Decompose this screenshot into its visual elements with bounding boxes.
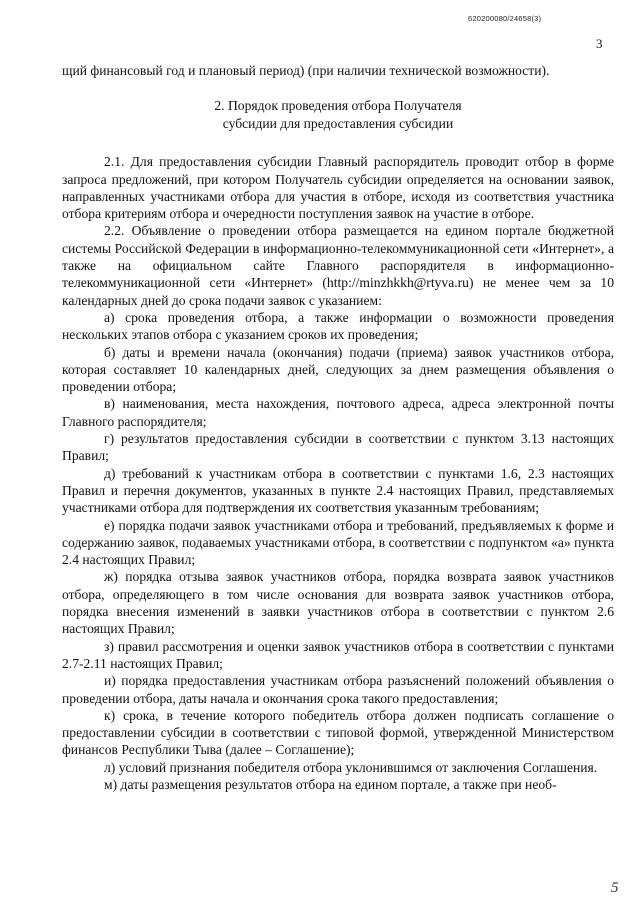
list-item-e: е) порядка подачи заявок участниками отбора и требований, предъявляемых к форме и содержанию заявок, подаваемых участниками отбора, в соответствии с подпунктом «а» пункта 2.4 настоящих Правил; bbox=[62, 517, 614, 568]
list-item-i: и) порядка предоставления участникам отбора разъяснений положений объявления о проведении отбора, даты начала и окончания срока такого предоставления; bbox=[62, 673, 614, 706]
list-item-a: а) срока проведения отбора, а также информации о возможности проведения нескольких этапов отбора с указанием сроков их проведения; bbox=[62, 309, 614, 343]
list-item-l: л) условий признания победителя отбора уклонившимся от заключения Соглашения. bbox=[104, 759, 598, 775]
intro-line: щий финансовый год и плановый период) (при наличии технической возможности). bbox=[62, 63, 550, 78]
document-body bbox=[62, 62, 614, 793]
list-item-g: г) результатов предоставления субсидии в соответствии с пунктом 3.13 настоящих Правил; bbox=[62, 431, 614, 464]
handwritten-page-mark: 5 bbox=[611, 880, 619, 896]
section-title-line-2: субсидии для предоставления субсидии bbox=[222, 116, 454, 132]
list-item-b: б) даты и времени начала (окончания) подачи (приема) заявок участников отбора, которая составляет 10 календарных дней, следующих за днем размещения объявления о проведении отбора; bbox=[62, 344, 614, 395]
page-number: 3 bbox=[596, 36, 603, 51]
list-item-d: д) требований к участникам отбора в соответствии с пунктами 1.6, 2.3 настоящих Правил и перечня документов, указанных в пункте 2.4 настоящих Правил, представляемых участниками отбора для подтверждения их соответствия указанным требованиям; bbox=[62, 465, 614, 516]
paragraph-2-1: 2.1. Для предоставления субсидии Главный распорядитель проводит отбор в форме запроса предложений, при котором Получатель субсидии определяется на основании заявок, направленных участниками отбора для участия в отборе, исходя из соответствия участника отбора критериям отбора и очередности поступления заявок на участие в отборе. bbox=[62, 154, 614, 222]
section-heading bbox=[62, 97, 614, 133]
list-item-k: к) срока, в течение которого победитель отбора должен подписать соглашение о предоставлении субсидии в соответствии с типовой формой, утвержденной Министерством финансов Республики Тыва (далее – Соглашение); bbox=[62, 707, 614, 758]
list-item-m: м) даты размещения результатов отбора на едином портале, а также при необ- bbox=[104, 776, 557, 792]
list-item-zh: ж) порядка отзыва заявок участников отбора, порядка возврата заявок участников отбора, определяющего в том числе основания для возврата заявок участников отбора, порядка внесения изменений в заявки участников отбора в соответствии с пунктом 2.6 настоящих Правил; bbox=[62, 569, 614, 637]
document-id: 620200080/24658(3) bbox=[468, 14, 542, 23]
list-item-v: в) наименования, места нахождения, почтового адреса, адреса электронной почты Главного распорядителя; bbox=[62, 396, 614, 429]
section-title-line-1: 2. Порядок проведения отбора Получателя bbox=[214, 98, 462, 114]
paragraph-2-2: 2.2. Объявление о проведении отбора размещается на едином портале бюджетной системы Российской Федерации в информационно-телекоммуникационной сети «Интернет», а также на официальном сайте Главного распорядителя в информационно-телекоммуникационной сети «Интернет» (http://minzhkkh@rtyva.ru) не менее чем за 10 календарных дней до срока подачи заявок с указанием: bbox=[62, 223, 614, 308]
list-item-z: з) правил рассмотрения и оценки заявок участников отбора в соответствии с пунктами 2.7-2.11 настоящих Правил; bbox=[62, 638, 614, 671]
